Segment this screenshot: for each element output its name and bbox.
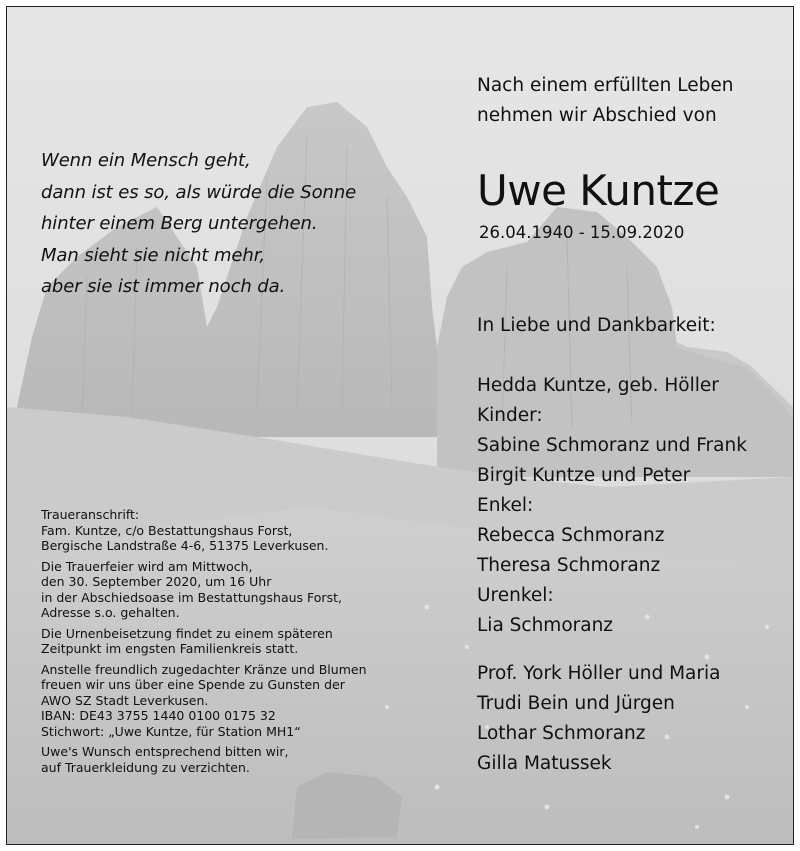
family-member: Hedda Kuntze, geb. Höller: [477, 375, 719, 396]
family-member: Birgit Kuntze und Peter: [477, 465, 691, 486]
burial-line: Die Urnenbeisetzung findet zu einem späteren: [41, 625, 333, 641]
burial-line: Zeitpunkt im engsten Familienkreis statt.: [41, 641, 299, 656]
address-line: Traueranschrift:: [41, 507, 140, 522]
funeral-information: [41, 507, 367, 775]
memorial-quote: [41, 145, 356, 303]
family-member: Prof. York Höller und Maria: [477, 663, 721, 684]
intro-line: Nach einem erfüllten Leben: [477, 75, 734, 96]
family-member: Lothar Schmoranz: [477, 723, 646, 744]
ceremony-line: den 30. September 2020, um 16 Uhr: [41, 574, 272, 589]
donation-line: AWO SZ Stadt Leverkusen.: [41, 692, 209, 708]
family-member: Kinder:: [477, 405, 543, 426]
family-member: Sabine Schmoranz und Frank: [477, 435, 747, 456]
wish-line: auf Trauerkleidung zu verzichten.: [41, 759, 250, 775]
ceremony-line: Adresse s.o. gehalten.: [41, 605, 180, 620]
quote-line: Wenn ein Mensch geht,: [41, 150, 251, 171]
family-heading: In Liebe und Dankbarkeit:: [477, 315, 716, 336]
obituary-card: [6, 6, 794, 845]
family-member: Lia Schmoranz: [477, 615, 614, 636]
quote-line: dann ist es so, als würde die Sonne: [41, 181, 357, 203]
quote-line: hinter einem Berg untergehen.: [41, 213, 318, 234]
ceremony-line: in der Abschiedsoase im Bestattungshaus Forst,: [41, 589, 342, 605]
donation-line: Stichwort: „Uwe Kuntze, für Station MH1“: [41, 723, 301, 739]
deceased-name: Uwe Kuntze: [477, 166, 720, 215]
quote-line: Man sieht sie nicht mehr,: [41, 244, 265, 266]
address-line: Bergische Landstraße 4-6, 51375 Leverkusen.: [41, 538, 329, 553]
quote-line: aber sie ist immer noch da.: [41, 276, 286, 297]
ceremony-line: Die Trauerfeier wird am Mittwoch,: [41, 558, 253, 574]
life-dates: 26.04.1940 - 15.09.2020: [479, 223, 685, 242]
intro-text: [477, 71, 733, 131]
family-member: Theresa Schmoranz: [477, 555, 661, 576]
family-member: Trudi Bein und Jürgen: [477, 693, 675, 714]
family-member: Urenkel:: [477, 585, 554, 606]
donation-line: IBAN: DE43 3755 1440 0100 0175 32: [41, 708, 276, 723]
intro-line: nehmen wir Abschied von: [477, 105, 717, 126]
donation-line: freuen wir uns über eine Spende zu Gunsten der: [41, 677, 345, 692]
address-line: Fam. Kuntze, c/o Bestattungshaus Forst,: [41, 522, 293, 538]
family-member: Enkel:: [477, 495, 534, 516]
donation-line: Anstelle freundlich zugedachter Kränze und Blumen: [41, 661, 367, 677]
wish-line: Uwe's Wunsch entsprechend bitten wir,: [41, 744, 289, 759]
family-member: Gilla Matussek: [477, 753, 612, 774]
family-list: [477, 311, 747, 779]
family-member: Rebecca Schmoranz: [477, 525, 665, 546]
